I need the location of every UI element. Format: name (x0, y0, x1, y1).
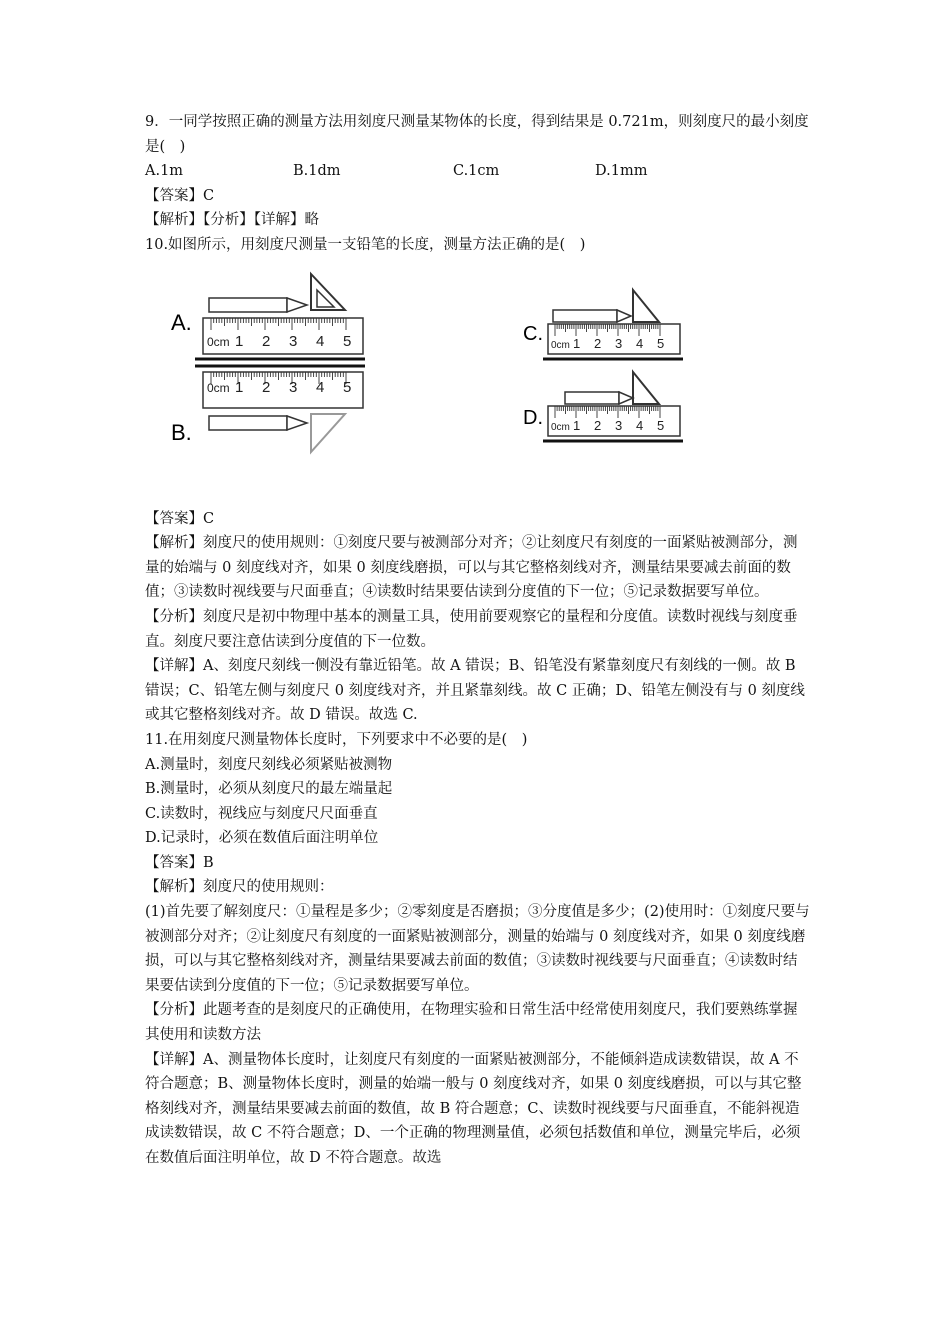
q10-fenxi: 【分析】刻度尺是初中物理中基本的测量工具，使用前要观察它的量程和分度值。读数时视线与刻度垂直。刻度尺要注意估读到分度值的下一位数。 (145, 608, 798, 650)
ruler-c-number: 0cm (551, 339, 570, 351)
q11-option-c: C.读数时，视线应与刻度尺尺面垂直 (145, 805, 378, 822)
q11-option-a: A.测量时，刻度尺刻线必须紧贴被测物 (145, 756, 393, 773)
q9-analysis: 【解析】【分析】【详解】略 (145, 212, 319, 229)
document-content (145, 110, 810, 1171)
q11-stem: 11.在用刻度尺测量物体长度时，下列要求中不必要的是( ) (145, 731, 528, 748)
ruler-b-number: 4 (316, 378, 325, 396)
figure-label-c: C. (523, 322, 543, 345)
q10-answer: 【答案】C (145, 510, 215, 527)
ruler-a-number: 2 (262, 332, 271, 350)
q9-option-b: B.1dm (293, 163, 341, 180)
q11-fenxi: 【分析】此题考查的是刻度尺的正确使用，在物理实验和日常生活中经常使用刻度尺，我们要熟练掌握其使用和读数方法 (145, 1002, 798, 1044)
ruler-b-number: 3 (289, 378, 298, 396)
ruler-a-number: 1 (235, 332, 244, 350)
q9-options (145, 159, 810, 184)
q10-detail: 【详解】A、刻度尺刻线一侧没有靠近铅笔。故 A 错误；B、铅笔没有紧靠刻度尺有刻线的一侧。故 B 错误；C、铅笔左侧与刻度尺 0 刻度线对齐，并且紧靠刻线。故 C 正确；D、铅笔左侧没有与 0 刻度线或其它整格刻线对齐。故 D 错误。故选 C. (145, 658, 805, 724)
ruler-b-number: 2 (262, 378, 271, 396)
q11-analysis-head: 【解析】刻度尺的使用规则： (145, 879, 334, 896)
ruler-a-number: 5 (343, 332, 352, 350)
ruler-b-number: 0cm (207, 380, 230, 395)
q9-option-a: A.1m (145, 163, 184, 180)
ruler-d-number: 1 (573, 417, 581, 433)
pencil-a-tip (287, 298, 307, 312)
ruler-a-number: 3 (289, 332, 298, 350)
triangle-c (633, 290, 659, 322)
q10-stem: 10.如图所示，用刻度尺测量一支铅笔的长度，测量方法正确的是( ) (145, 236, 586, 253)
ruler-d-number: 0cm (551, 421, 570, 433)
ruler-b-number: 1 (235, 378, 244, 396)
pencil-d-tip (619, 392, 633, 404)
pencil-d-body (565, 392, 619, 404)
pencil-b-body (209, 416, 287, 430)
q9-option-c: C.1cm (453, 163, 500, 180)
figure-label-a: A. (171, 309, 192, 335)
triangle-d (633, 372, 659, 404)
q11-analysis: (1)首先要了解刻度尺：①量程是多少；②零刻度是否磨损；③分度值是多少；(2)使用时：①刻度尺要与被测部分对齐；②让刻度尺有刻度的一面紧贴被测部分，测量的始端与 0 刻度线对齐，如果 0 刻度线磨损，可以与其它整格刻线对齐，测量结果要减去前面的数值；③读数时视线要与尺面垂直；④读数时结果要估读到分度值的下一位；⑤记录数据要写单位。 (145, 904, 810, 994)
triangle-a (311, 274, 345, 310)
q9-option-d: D.1mm (595, 163, 648, 180)
ruler-c-number: 5 (657, 335, 665, 351)
ruler-b-number: 5 (343, 378, 352, 396)
ruler-d-number: 3 (615, 417, 623, 433)
figure-label-b: B. (171, 419, 192, 445)
pencil-a-body (209, 298, 287, 312)
ruler-d-number: 5 (657, 417, 665, 433)
pencil-b-tip (287, 416, 307, 430)
ruler-figure (145, 262, 810, 507)
pencil-c-tip (617, 310, 631, 322)
ruler-a-number: 4 (316, 332, 325, 350)
pencil-c-body (553, 310, 617, 322)
panel-b (195, 366, 365, 452)
q9-stem: 9．一同学按照正确的测量方法用刻度尺测量某物体的长度，得到结果是 0.721m，则刻度尺的最小刻度是( ) (145, 114, 809, 155)
q11-option-b: B.测量时，必须从刻度尺的最左端量起 (145, 781, 393, 798)
ruler-d-number: 4 (636, 417, 644, 433)
figure-label-d: D. (523, 406, 543, 429)
ruler-c-number: 1 (573, 335, 581, 351)
q11-answer: 【答案】B (145, 854, 214, 871)
ruler-c-number: 3 (615, 335, 623, 351)
q9-answer: 【答案】C (145, 187, 215, 204)
ruler-c-number: 4 (636, 335, 644, 351)
q11-detail: 【详解】A、测量物体长度时，让刻度尺有刻度的一面紧贴被测部分，不能倾斜造成读数错误，故 A 不符合题意；B、测量物体长度时，测量的始端一般与 0 刻度线对齐，如果 0 刻度线磨损，可以与其它整格刻线对齐，测量结果要减去前面的数值，故 B 符合题意；C、读数时视线要与尺面垂直，不能斜视造成读数错误，故 C 不符合题意；D、一个正确的物理测量值，必须包括数值和单位，测量完毕后，必须在数值后面注明单位，故 D 不符合题意。故选 (145, 1051, 802, 1166)
q10-figure (145, 262, 810, 507)
ruler-c-number: 2 (594, 335, 602, 351)
q10-analysis: 【解析】刻度尺的使用规则：①刻度尺要与被测部分对齐；②让刻度尺有刻度的一面紧贴被测部分，测量的始端与 0 刻度线对齐，如果 0 刻度线磨损，可以与其它整格刻线对齐，测量结果要减去前面的数值；③读数时视线要与尺面垂直；④读数时结果要估读到分度值的下一位；⑤记录数据要写单位。 (145, 535, 798, 601)
ruler-d-number: 2 (594, 417, 602, 433)
q11-option-d: D.记录时，必须在数值后面注明单位 (145, 830, 379, 847)
triangle-b (311, 414, 345, 452)
ruler-a-number: 0cm (207, 334, 230, 349)
